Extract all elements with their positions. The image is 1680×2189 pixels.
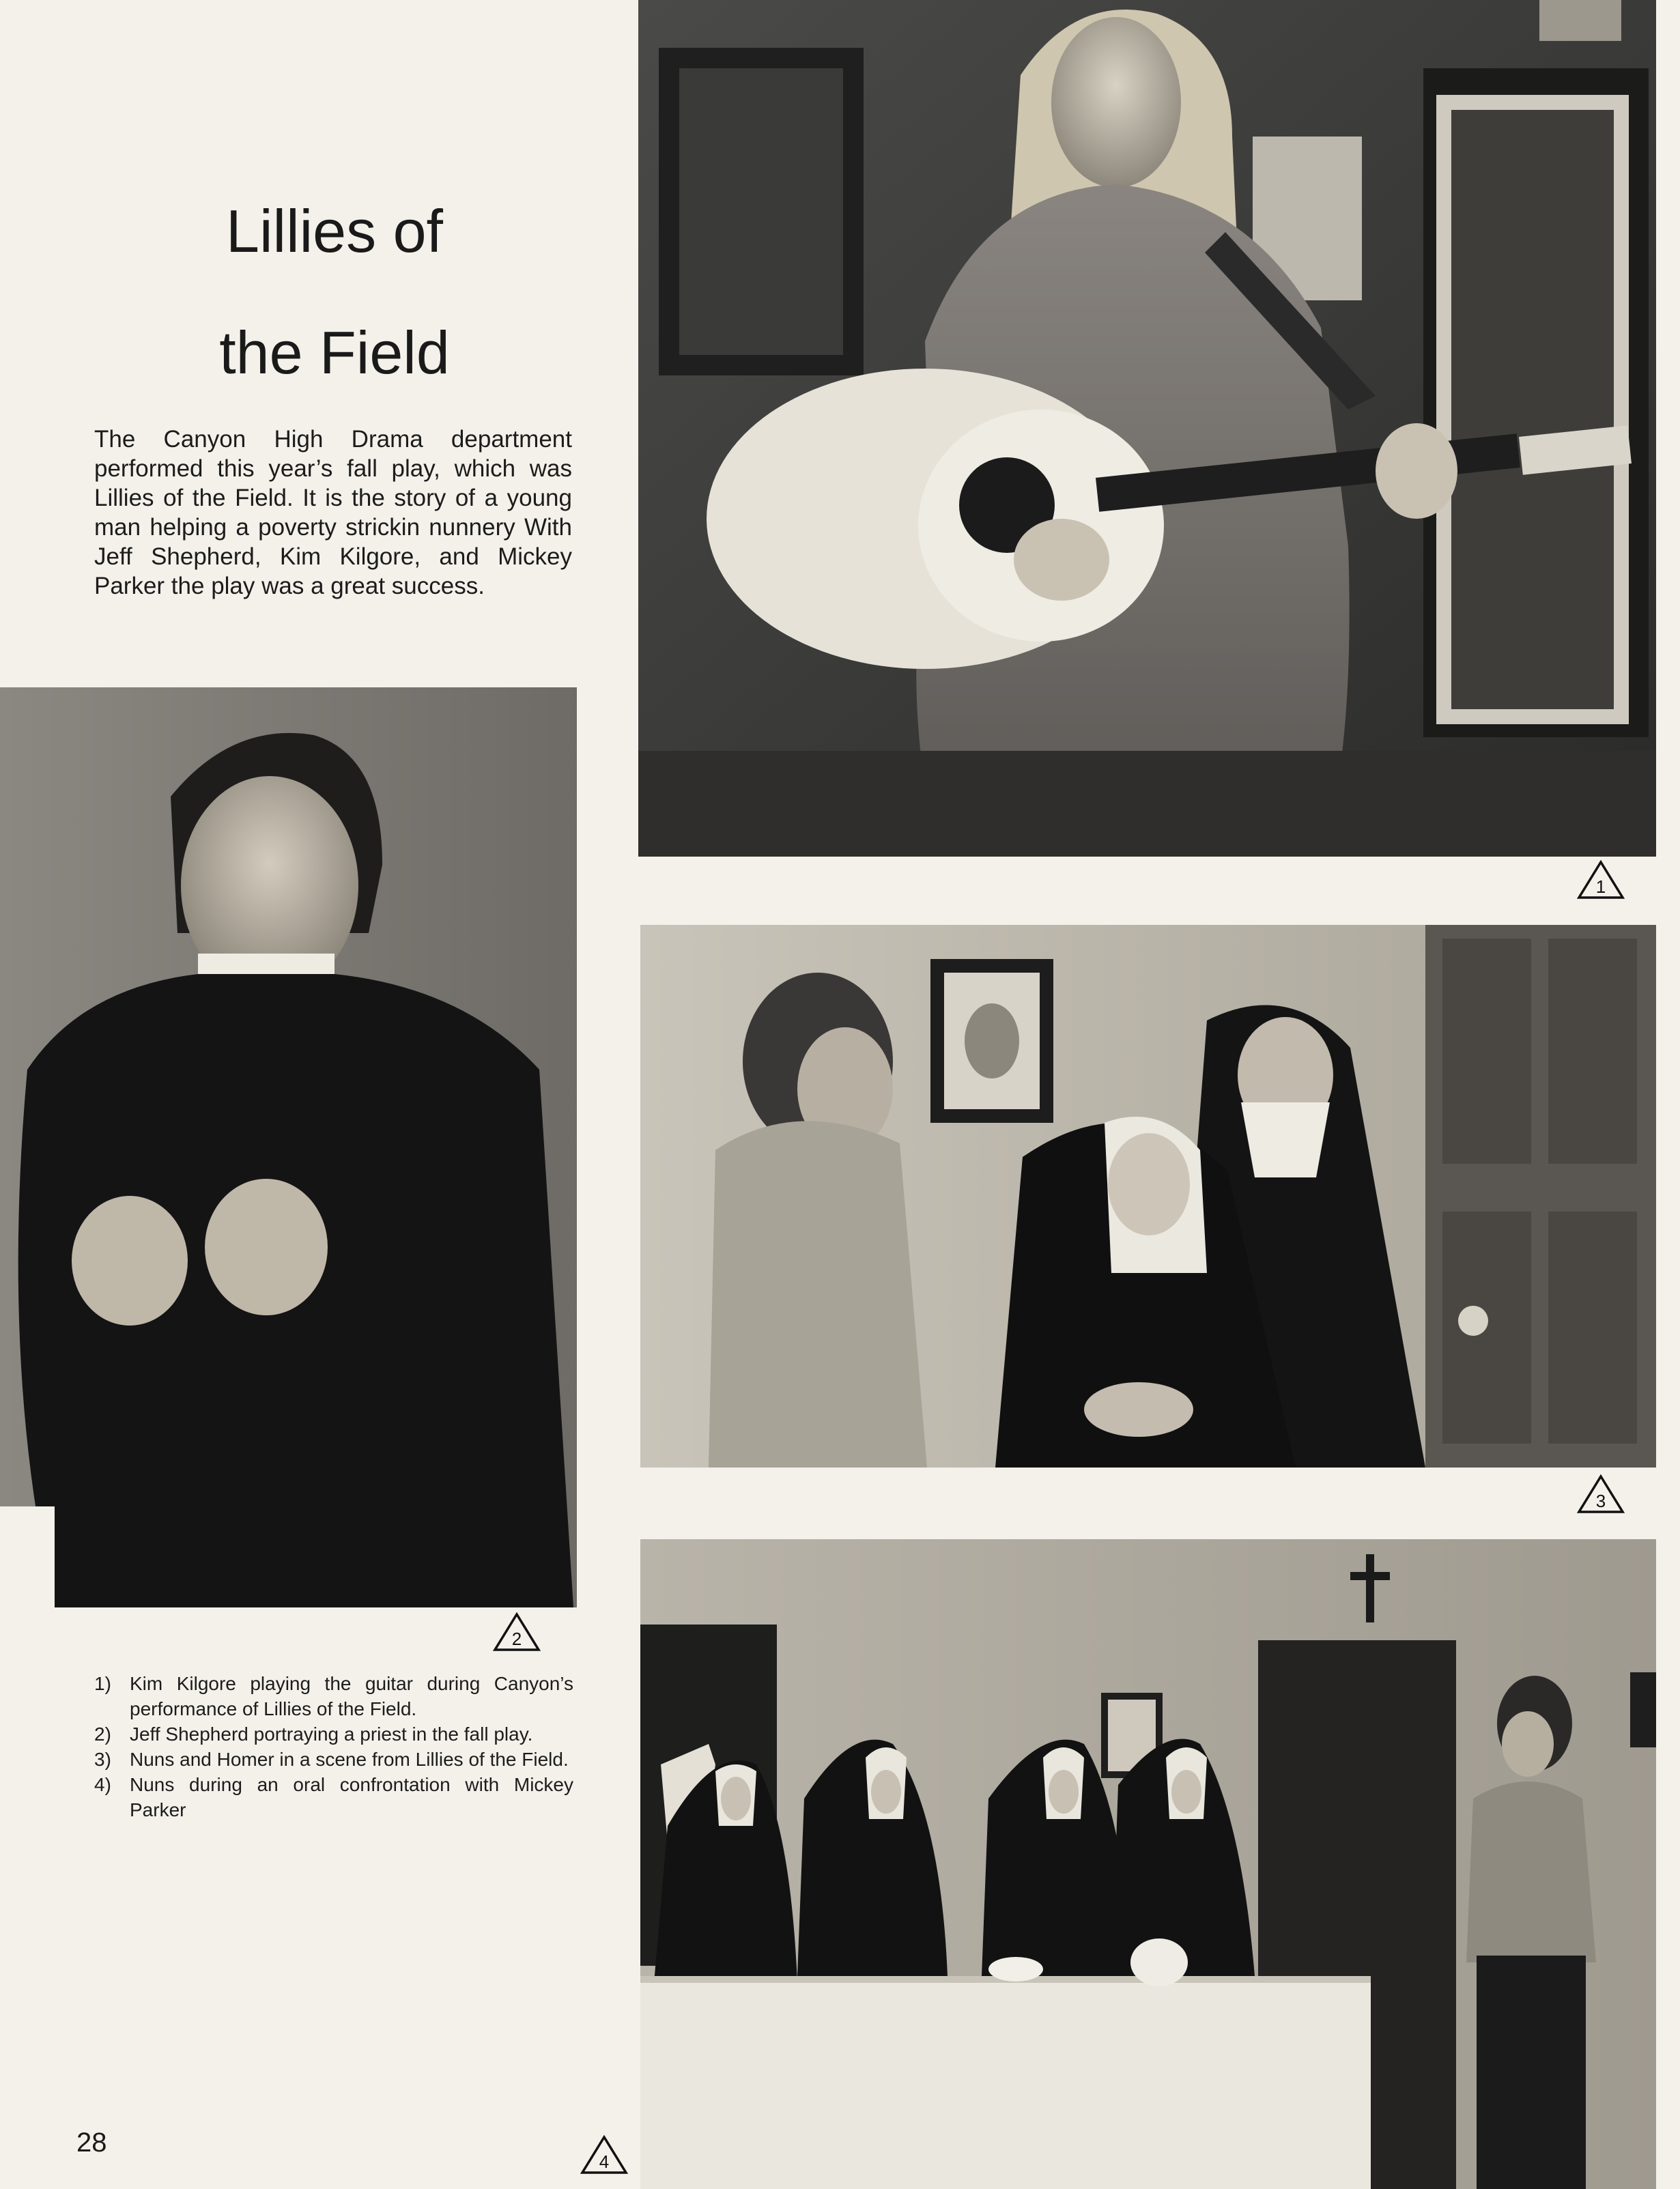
caption-text: Nuns during an oral confrontation with Mickey Parker	[130, 1774, 573, 1820]
photo-marker-3	[1577, 1474, 1625, 1514]
photo-captions	[94, 1671, 573, 1822]
caption-number: 1)	[94, 1673, 111, 1694]
photo-marker-4	[580, 2135, 628, 2175]
photo-marker-1	[1577, 860, 1625, 900]
title-line-1: Lillies of	[226, 197, 443, 265]
photo-guitar-performance	[638, 0, 1656, 857]
intro-paragraph: The Canyon High Drama department performed this year’s fall play, which was Lillies of the Field. It is the story of a young man helping a poverty strickin nunnery With Jeff Shepherd, Kim Kilgore, and Mickey Parker the play was a great success.	[94, 426, 572, 599]
caption-item	[94, 1671, 573, 1721]
caption-number: 2)	[94, 1723, 111, 1745]
title-line-2: the Field	[219, 319, 450, 386]
photo-priest-portrait	[0, 687, 577, 1607]
photo-nuns-confrontation	[640, 1539, 1656, 2189]
caption-text: Kim Kilgore playing the guitar during Canyon’s performance of Lillies of the Field.	[130, 1673, 573, 1719]
caption-number: 3)	[94, 1749, 111, 1770]
photo-marker-1-number: 1	[1595, 876, 1606, 897]
caption-text: Jeff Shepherd portraying a priest in the fall play.	[130, 1723, 533, 1745]
photo-marker-2	[493, 1612, 541, 1652]
photo-marker-3-number: 3	[1595, 1491, 1606, 1511]
caption-item	[94, 1772, 573, 1822]
caption-item	[94, 1721, 573, 1747]
caption-item	[94, 1747, 573, 1772]
caption-number: 4)	[94, 1774, 111, 1795]
photo-marker-4-number: 4	[599, 2151, 610, 2172]
photo-nuns-and-homer	[640, 925, 1656, 1468]
caption-text: Nuns and Homer in a scene from Lillies of the Field.	[130, 1749, 569, 1770]
article-title	[75, 171, 594, 414]
photo-marker-2-number: 2	[511, 1629, 522, 1649]
page-number: 28	[76, 2128, 107, 2158]
